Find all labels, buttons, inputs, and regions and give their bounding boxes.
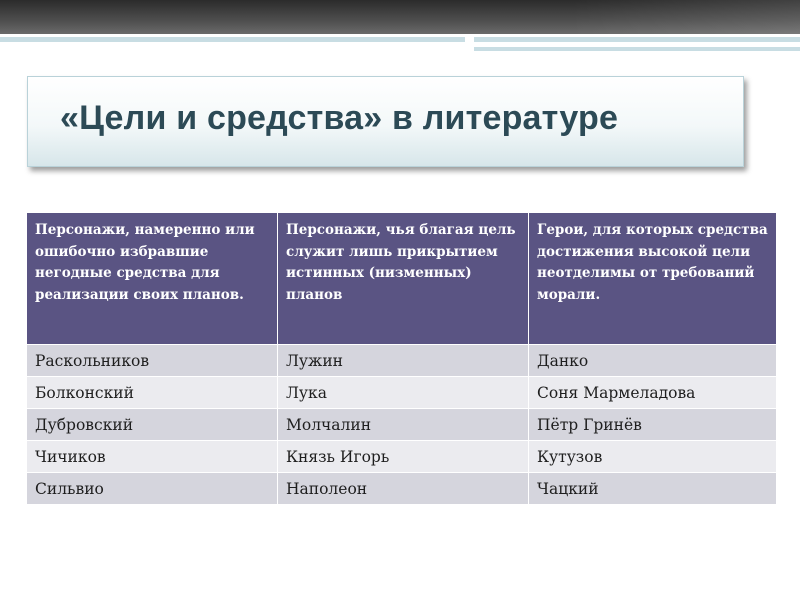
table-cell: Соня Мармеладова — [529, 377, 777, 409]
table-row — [27, 345, 777, 377]
table-cell: Дубровский — [27, 409, 278, 441]
table-cell: Чичиков — [27, 441, 278, 473]
table-cell: Чацкий — [529, 473, 777, 505]
accent-stripe-left — [0, 37, 465, 42]
table-cell: Данко — [529, 345, 777, 377]
literature-table — [26, 212, 777, 505]
accent-stripe-right — [474, 37, 800, 42]
table-cell: Лука — [278, 377, 529, 409]
table-header-row — [27, 213, 777, 345]
table-cell: Сильвио — [27, 473, 278, 505]
header-cell-moral-heroes: Герои, для которых средства достижения высокой цели неотделимы от требований морали. — [529, 213, 777, 345]
table-cell: Пётр Гринёв — [529, 409, 777, 441]
table-cell: Раскольников — [27, 345, 278, 377]
accent-stripe-lower — [474, 47, 800, 51]
table-cell: Болконский — [27, 377, 278, 409]
table-cell: Кутузов — [529, 441, 777, 473]
table-cell: Наполеон — [278, 473, 529, 505]
header-cell-hidden-plans: Персонажи, чья благая цель служит лишь прикрытием истинных (низменных) планов — [278, 213, 529, 345]
slide-title: «Цели и средства» в литературе — [60, 99, 619, 137]
top-band-shine — [570, 0, 800, 34]
table-cell: Лужин — [278, 345, 529, 377]
table-cell: Князь Игорь — [278, 441, 529, 473]
table-row — [27, 473, 777, 505]
top-decorative-band — [0, 0, 800, 34]
table-row — [27, 441, 777, 473]
slide-title-box — [27, 76, 744, 167]
header-cell-bad-means: Персонажи, намеренно или ошибочно избравшие негодные средства для реализации своих планов. — [27, 213, 278, 345]
table-row — [27, 377, 777, 409]
table-cell: Молчалин — [278, 409, 529, 441]
table-row — [27, 409, 777, 441]
